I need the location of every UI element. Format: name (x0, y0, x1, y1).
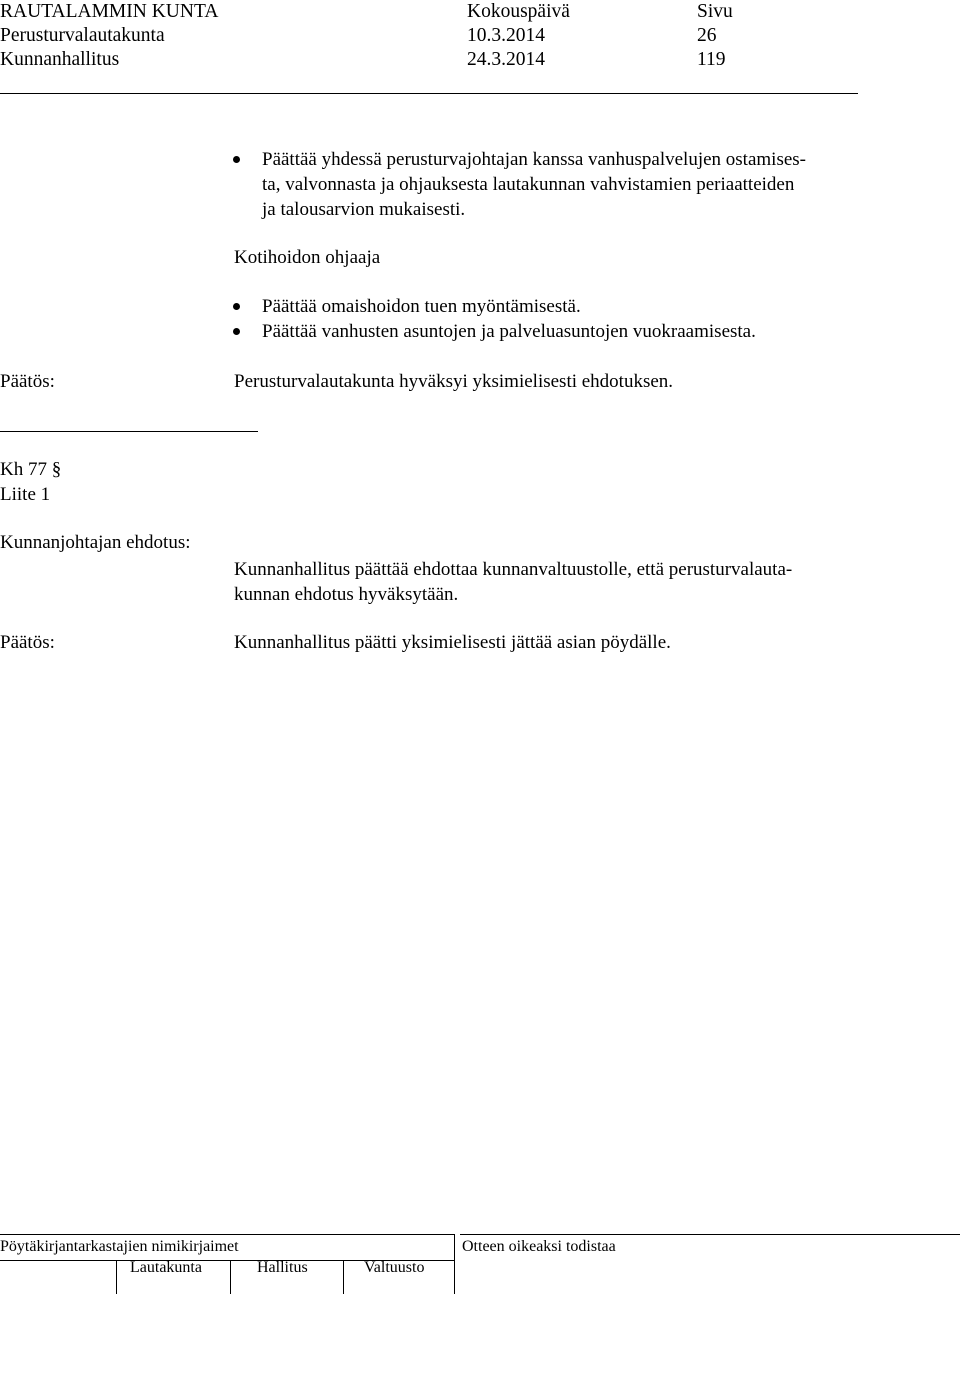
bullet-icon (233, 303, 240, 310)
footer-col-divider (230, 1260, 231, 1294)
municipality-name: RAUTALAMMIN KUNTA (0, 1, 219, 22)
header-date-1: 10.3.2014 (467, 25, 545, 46)
subheading-kotihoidon-ohjaaja: Kotihoidon ohjaaja (234, 247, 381, 268)
decision-label-1: Päätös: (0, 371, 55, 392)
section-symbol: § (51, 459, 62, 480)
certified-label: Otteen oikeaksi todistaa (462, 1238, 616, 1255)
footer-separator (454, 1234, 455, 1260)
bullet-item-1-line-1: Päättää yhdessä perusturvajohtajan kanssa vanhuspalvelujen ostamises- (262, 149, 806, 170)
attachment-reference: Liite 1 (0, 484, 51, 505)
decision-text-2: Kunnanhallitus päätti yksimielisesti jättää asian pöydälle. (234, 632, 671, 653)
header-body-2: Kunnanhallitus (0, 49, 120, 70)
footer-col-hallitus: Hallitus (257, 1259, 308, 1276)
bullet-item-1-line-2: ta, valvonnasta ja ohjauksesta lautakunnan vahvistamien periaatteiden (262, 174, 795, 195)
decision-text-1: Perusturvalautakunta hyväksyi yksimielisesti ehdotuksen. (234, 371, 674, 392)
meeting-date-label: Kokouspäivä (467, 1, 570, 22)
initials-label: Pöytäkirjantarkastajien nimikirjaimet (0, 1238, 239, 1255)
footer-top-line-right (460, 1234, 960, 1235)
footer-col-divider (116, 1260, 117, 1294)
footer-col-divider (454, 1260, 455, 1294)
proposal-line-1: Kunnanhallitus päättää ehdottaa kunnanvaltuustolle, että perusturvalauta- (234, 559, 793, 580)
header-page-2: 119 (697, 49, 726, 70)
header-body-1: Perusturvalautakunta (0, 25, 165, 46)
header-page-1: 26 (697, 25, 717, 46)
section-divider (0, 431, 258, 432)
bullet-icon (233, 156, 240, 163)
footer-col-lautakunta: Lautakunta (130, 1259, 202, 1276)
page-label: Sivu (697, 1, 733, 22)
proposal-line-2: kunnan ehdotus hyväksytään. (234, 584, 459, 605)
decision-label-2: Päätös: (0, 632, 55, 653)
bullet-icon (233, 328, 240, 335)
footer-col-valtuusto: Valtuusto (364, 1259, 425, 1276)
proposal-label: Kunnanjohtajan ehdotus: (0, 532, 191, 553)
header-date-2: 24.3.2014 (467, 49, 545, 70)
kh-number: Kh 77 (0, 459, 47, 480)
header-divider (0, 93, 858, 94)
kh-reference (0, 457, 61, 482)
footer-top-line-left (0, 1234, 454, 1235)
bullet-item-2: Päättää omaishoidon tuen myöntämisestä. (262, 296, 581, 317)
bullet-item-3: Päättää vanhusten asuntojen ja palveluasuntojen vuokraamisesta. (262, 321, 756, 342)
bullet-item-1-line-3: ja talousarvion mukaisesti. (262, 199, 466, 220)
footer-col-divider (343, 1260, 344, 1294)
